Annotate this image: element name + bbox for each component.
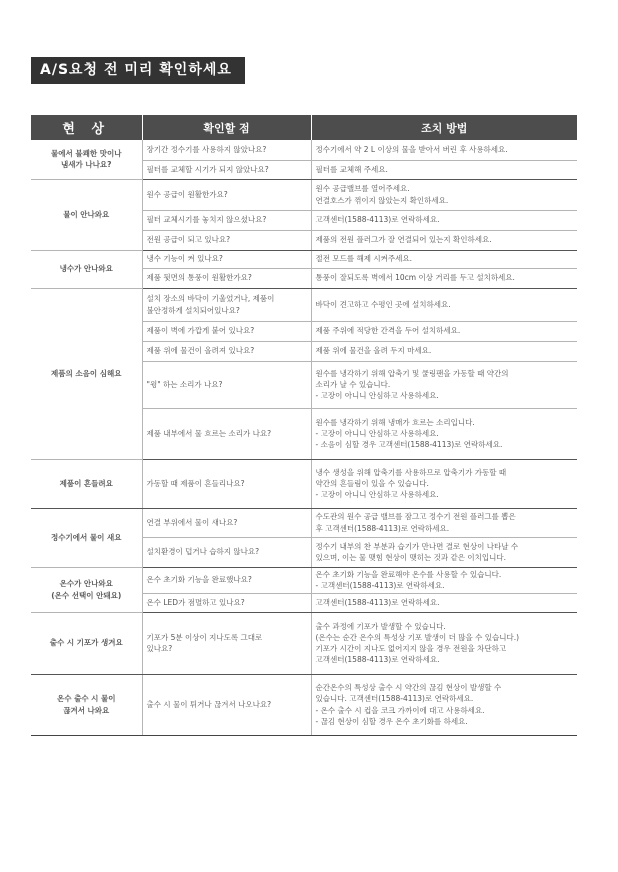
action-line: 출수 과정에 기포가 발생할 수 있습니다. <box>315 621 446 631</box>
table-row <box>31 140 577 160</box>
symptom-line: 끊겨서 나와요 <box>63 705 110 715</box>
check-line: 원수 공급이 원활한가요? <box>146 189 228 199</box>
action-line: - 고객센터(1588-4113)로 연락하세요. <box>315 581 445 590</box>
action-cell <box>311 288 577 321</box>
check-cell <box>142 288 311 321</box>
troubleshooting-table <box>31 115 577 736</box>
check-line: 설치 장소의 바닥이 기울었거나, 제품이 <box>146 294 275 304</box>
action-line: 냉수 생성을 위해 압축기를 사용하므로 압축기가 가동할 때 <box>315 467 507 477</box>
table-row <box>31 674 577 735</box>
action-line: 있으며, 이는 물 맺힘 현상이 맺히는 것과 같은 이치입니다. <box>315 553 506 562</box>
action-line: 고객센터(1588-4113)로 연락하세요. <box>315 655 440 665</box>
check-line: 필터를 교체할 시기가 되지 않았나요? <box>146 164 269 174</box>
action-line: - 끊김 현상이 심할 경우 온수 초기화를 하세요. <box>315 716 468 726</box>
check-line: 냉수 기능이 켜 있나요? <box>146 254 223 264</box>
check-line: 제품 위에 물건이 올려져 있나요? <box>146 346 255 356</box>
action-line: 원수를 냉각하기 위해 냉매가 흐르는 소리입니다. <box>315 417 475 427</box>
action-cell <box>311 459 577 508</box>
check-cell <box>142 160 311 179</box>
action-line: 정수기 내부의 찬 부분과 습기가 만나면 결로 현상이 나타날 수 <box>315 541 519 551</box>
action-line: - 소음이 심할 경우 고객센터(1588-4113)로 연락하세요. <box>315 440 503 450</box>
action-line: 기포가 시간이 지나도 없어지지 않을 경우 전원을 차단하고 <box>315 644 507 653</box>
check-line: 전원 공급이 되고 있나요? <box>146 235 231 245</box>
check-line: 가동할 때 제품이 흔들리나요? <box>146 478 245 488</box>
check-cell <box>142 567 311 593</box>
symptom-cell <box>31 288 142 459</box>
header-action: 조치 방법 <box>311 115 577 140</box>
action-cell <box>311 593 577 612</box>
symptom-cell <box>31 508 142 567</box>
page-title: A/S요청 전 미리 확인하세요 <box>31 57 245 84</box>
check-line: 장기간 정수기를 사용하지 않았나요? <box>146 145 267 155</box>
symptom-cell <box>31 567 142 612</box>
table-header-row <box>31 115 577 140</box>
action-line: 후 고객센터(1588-4113)로 연락하세요. <box>315 523 450 533</box>
check-cell <box>142 179 311 210</box>
action-cell <box>311 140 577 160</box>
check-cell <box>142 341 311 361</box>
action-cell <box>311 674 577 735</box>
check-line: 제품 뒷면의 통풍이 원활한가요? <box>146 273 252 283</box>
check-cell <box>142 321 311 341</box>
symptom-line: 물이 안나와요 <box>63 209 110 219</box>
check-cell <box>142 250 311 268</box>
symptom-line: 냉수가 안나와요 <box>59 264 113 274</box>
table-row <box>31 250 577 268</box>
check-cell <box>142 230 311 250</box>
check-line: 제품이 벽에 가깝게 붙어 있나요? <box>146 326 255 336</box>
action-line: 제품의 전원 플러그가 잘 연결되어 있는지 확인하세요. <box>315 235 492 245</box>
symptom-cell <box>31 674 142 735</box>
action-line: 원수를 냉각하기 위해 압축기 및 쿨링팬을 가동할 때 약간의 <box>315 368 509 378</box>
action-cell <box>311 508 577 537</box>
action-line: - 고장이 아니니 안심하고 사용하세요. <box>315 428 439 438</box>
check-cell <box>142 674 311 735</box>
symptom-line: 제품의 소음이 심해요 <box>51 368 122 378</box>
action-line: (온수는 순간 온수의 특성상 기포 발생이 더 많을 수 있습니다.) <box>315 632 520 642</box>
action-line: 절전 모드를 해제 시켜주세요. <box>315 254 412 264</box>
table-row <box>31 612 577 674</box>
action-line: 약간의 흔들림이 있을 수 있습니다. <box>315 478 429 488</box>
table-row <box>31 459 577 508</box>
action-line: 제품 주위에 적당한 간격을 두어 설치하세요. <box>315 326 461 336</box>
symptom-line: (온수 선택이 안돼요) <box>51 590 122 600</box>
symptom-cell <box>31 250 142 288</box>
action-line: 연결호스가 꺾이지 않았는지 확인하세요. <box>315 195 449 205</box>
check-cell <box>142 537 311 567</box>
symptom-line: 물에서 불쾌한 맛이나 <box>51 149 122 158</box>
action-line: - 고장이 아니니 안심하고 사용하세요. <box>315 391 439 401</box>
check-line: 출수 시 물이 튀거나 끊겨서 나오나요? <box>146 699 272 709</box>
action-line: 고객센터(1588-4113)로 연락하세요. <box>315 215 440 225</box>
action-line: - 고장이 아니니 안심하고 사용하세요. <box>315 490 439 500</box>
action-cell <box>311 210 577 230</box>
check-cell <box>142 508 311 537</box>
check-line: 제품 내부에서 물 흐르는 소리가 나요? <box>146 428 272 438</box>
header-symptom: 현 상 <box>31 115 142 140</box>
check-line: "윙" 하는 소리가 나요? <box>146 379 223 389</box>
action-cell <box>311 268 577 288</box>
action-cell <box>311 408 577 459</box>
symptom-line: 제품이 흔들려요 <box>59 478 113 488</box>
action-cell <box>311 230 577 250</box>
action-line: 순간온수의 특성상 출수 시 약간의 끊김 현상이 발생할 수 <box>315 683 502 692</box>
check-cell <box>142 268 311 288</box>
action-line: - 온수 출수 시 컵을 코크 가까이에 대고 사용하세요. <box>315 705 485 715</box>
table-row <box>31 179 577 210</box>
symptom-cell <box>31 459 142 508</box>
check-line: 있나요? <box>146 644 173 653</box>
action-line: 수도관의 원수 공급 밸브를 잠그고 정수기 전원 플러그를 뽑은 <box>315 512 516 522</box>
check-cell <box>142 408 311 459</box>
action-line: 온수 초기화 기능을 완료해야 온수를 사용할 수 있습니다. <box>315 569 502 579</box>
action-line: 제품 위에 물건을 올려 두지 마세요. <box>315 346 432 356</box>
symptom-line: 출수 시 기포가 생겨요 <box>49 638 123 648</box>
check-line: 필터 교체시기를 놓치지 않으셨나요? <box>146 215 267 225</box>
table-row <box>31 288 577 321</box>
check-cell <box>142 361 311 408</box>
action-line: 정수기에서 약 2 L 이상의 물을 받아서 버린 후 사용하세요. <box>315 145 508 155</box>
check-line: 불안정하게 설치되어있나요? <box>146 305 240 315</box>
symptom-cell <box>31 179 142 250</box>
action-line: 있습니다. 고객센터(1588-4113)로 연락하세요. <box>315 694 474 704</box>
action-cell <box>311 160 577 179</box>
check-cell <box>142 612 311 674</box>
action-line: 바닥이 견고하고 수평인 곳에 설치하세요. <box>315 299 451 309</box>
action-cell <box>311 250 577 268</box>
action-line: 소리가 날 수 있습니다. <box>315 379 391 389</box>
table-row <box>31 508 577 537</box>
action-cell <box>311 179 577 210</box>
header-check: 확인할 점 <box>142 115 311 140</box>
action-cell <box>311 567 577 593</box>
check-line: 설치환경이 덥거나 습하지 않나요? <box>146 547 260 557</box>
action-line: 필터를 교체해 주세요. <box>315 164 388 174</box>
check-cell <box>142 593 311 612</box>
symptom-line: 온수가 안나와요 <box>59 579 113 589</box>
check-line: 온수 초기화 기능을 완료했나요? <box>146 575 252 585</box>
check-cell <box>142 459 311 508</box>
check-cell <box>142 140 311 160</box>
action-cell <box>311 537 577 567</box>
check-line: 온수 LED가 점멸하고 있나요? <box>146 597 245 607</box>
symptom-line: 온수 출수 시 물이 <box>56 694 116 704</box>
symptom-line: 정수기에서 물이 새요 <box>51 532 122 542</box>
action-cell <box>311 321 577 341</box>
action-line: 고객센터(1588-4113)로 연락하세요. <box>315 597 440 607</box>
action-line: 통풍이 잘되도록 벽에서 10cm 이상 거리를 두고 설치하세요. <box>315 273 515 283</box>
check-cell <box>142 210 311 230</box>
action-cell <box>311 341 577 361</box>
symptom-cell <box>31 140 142 179</box>
action-cell <box>311 361 577 408</box>
action-line: 원수 공급밸브를 열어주세요. <box>315 184 410 194</box>
action-cell <box>311 612 577 674</box>
symptom-line: 냄새가 나나요? <box>61 160 112 170</box>
check-line: 기포가 5분 이상이 지나도록 그대로 <box>146 632 263 642</box>
symptom-cell <box>31 612 142 674</box>
table-row <box>31 567 577 593</box>
check-line: 연결 부위에서 물이 새나요? <box>146 517 238 527</box>
